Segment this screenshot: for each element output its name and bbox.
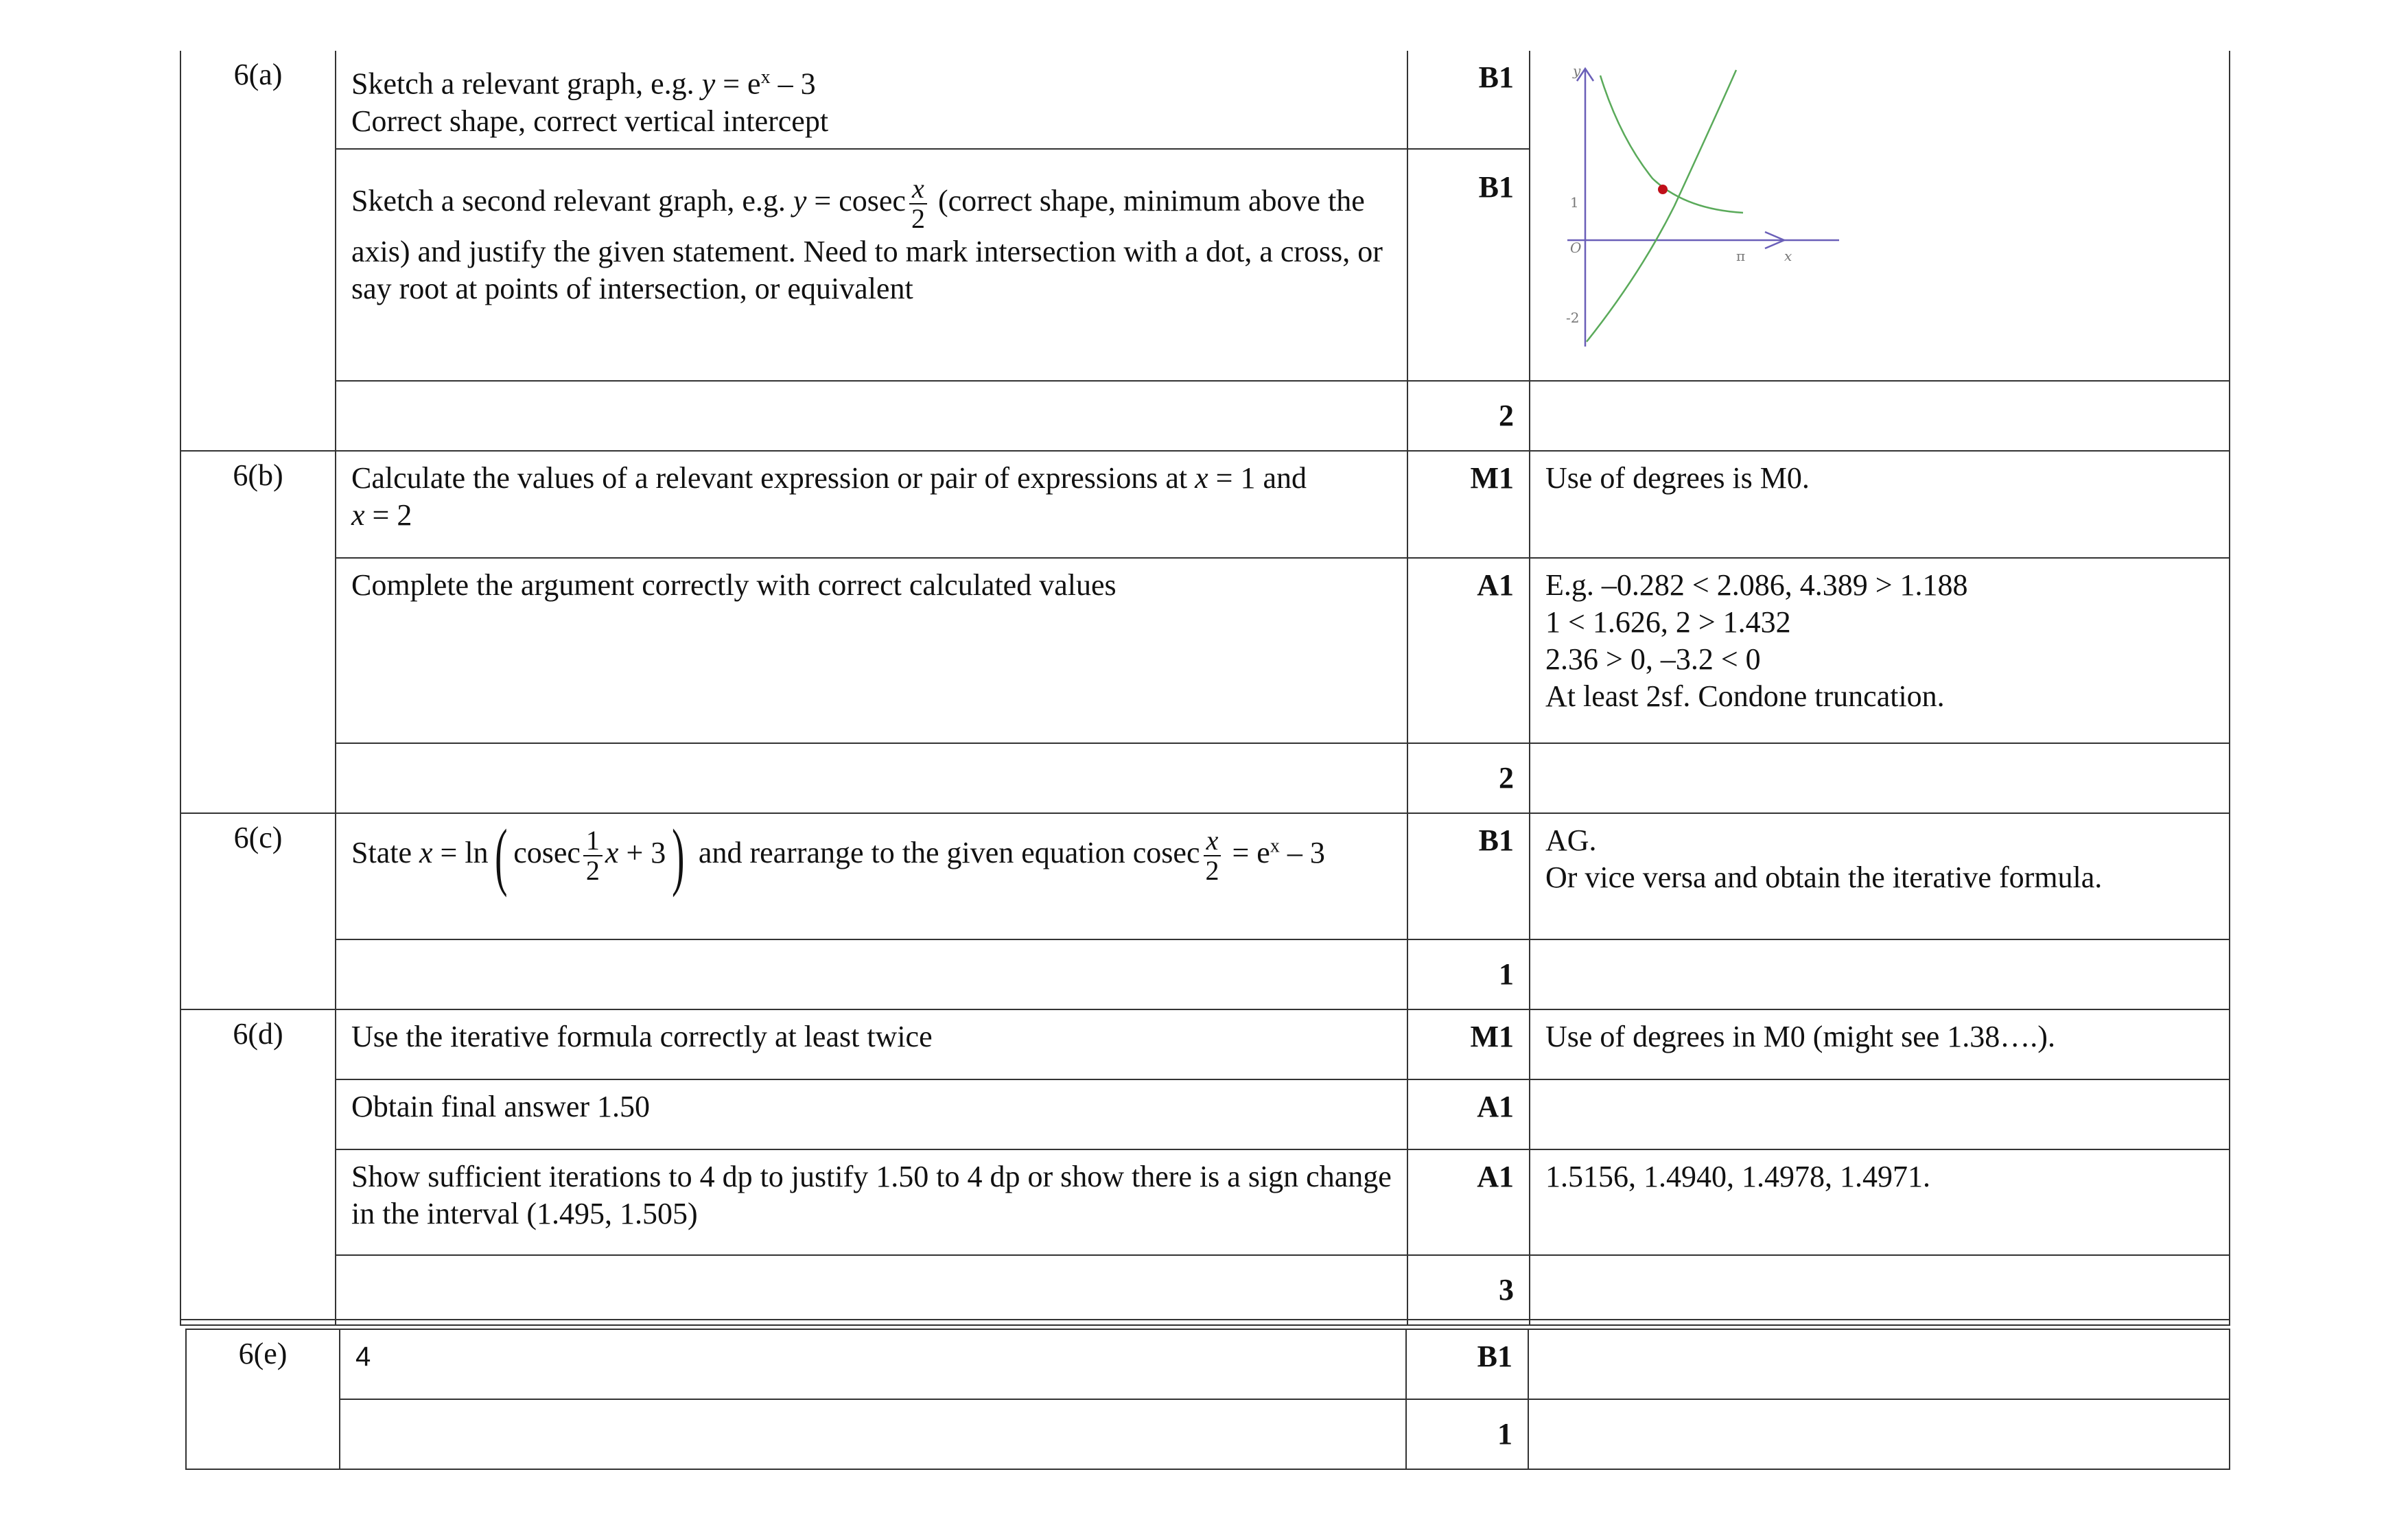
empty-cell <box>1530 939 2230 1009</box>
guidance-line: 1 < 1.626, 2 > 1.432 <box>1545 605 1791 639</box>
math-var: x <box>351 498 365 532</box>
guidance-line: AG. <box>1545 823 1597 857</box>
math-text: = 1 and <box>1208 460 1307 495</box>
total-mark: 3 <box>1407 1255 1530 1325</box>
mark-cell: B1 <box>1407 149 1530 381</box>
cosec-curve <box>1600 75 1743 213</box>
math-var: x <box>605 835 619 869</box>
empty-cell <box>1530 1255 2230 1325</box>
empty-cell <box>1530 743 2230 813</box>
empty-cell <box>1528 1399 2230 1469</box>
math-var: x <box>419 835 433 869</box>
answer-text: Calculate the values of a relevant expression or pair of expressions at <box>351 460 1195 495</box>
table-row <box>186 1329 2230 1399</box>
left-paren: ( <box>494 813 508 898</box>
fraction-numerator: x <box>909 174 927 204</box>
fraction-denominator: 2 <box>911 202 925 234</box>
math-sup: x <box>1270 835 1280 857</box>
answer-cell <box>336 451 1407 558</box>
mark-cell: A1 <box>1407 1149 1530 1255</box>
guidance-cell <box>1530 558 2230 743</box>
math-var: y <box>701 67 716 101</box>
mark-cell: B1 <box>1406 1329 1528 1399</box>
math-text: = e <box>1224 835 1270 869</box>
guidance-line: E.g. –0.282 < 2.086, 4.389 > 1.188 <box>1545 568 1968 602</box>
table-row <box>180 1149 2230 1255</box>
answer-cell <box>336 51 1407 149</box>
right-paren: ) <box>672 813 685 898</box>
fraction <box>1202 826 1221 885</box>
empty-cell <box>336 939 1407 1009</box>
guidance-cell: Use of degrees in M0 (might see 1.38….). <box>1530 1009 2230 1079</box>
guidance-cell <box>1530 813 2230 939</box>
mark-cell: A1 <box>1407 1079 1530 1149</box>
guidance-cell: Use of degrees is M0. <box>1530 451 2230 558</box>
guidance-cell <box>1530 1079 2230 1149</box>
total-mark: 1 <box>1406 1399 1528 1469</box>
math-var: x <box>1195 460 1208 495</box>
intersection-dot <box>1658 185 1668 194</box>
empty-cell <box>336 1255 1407 1325</box>
question-label: 6(b) <box>180 451 336 813</box>
math-text: cosec <box>513 835 581 869</box>
mark-cell: B1 <box>1407 51 1530 149</box>
tick-label-neg2: -2 <box>1566 309 1580 326</box>
mark-cell: M1 <box>1407 451 1530 558</box>
table-row <box>180 1255 2230 1325</box>
question-label: 6(a) <box>180 51 336 451</box>
mark-cell: A1 <box>1407 558 1530 743</box>
y-axis-label: y <box>1573 62 1581 79</box>
tick-label-1: 1 <box>1570 194 1579 211</box>
table-row <box>180 1079 2230 1149</box>
math-text: = 2 <box>364 498 412 532</box>
tick-label-pi: π <box>1736 248 1746 264</box>
table-row <box>180 381 2230 451</box>
guidance-cell <box>1530 51 2230 381</box>
answer-cell <box>336 149 1407 381</box>
answer-cell: Use the iterative formula correctly at least twice <box>336 1009 1407 1079</box>
math-sup: x <box>760 67 771 88</box>
question-label: 6(e) <box>186 1329 340 1469</box>
question-label: 6(c) <box>180 813 336 1009</box>
answer-text: (correct shape, minimum above the axis) and justify the given statement. Need to mark intersection with a dot, a cross, or say root at points of intersection, or equivalent <box>351 183 1383 305</box>
mark-cell: B1 <box>1407 813 1530 939</box>
guidance-cell <box>1528 1329 2230 1399</box>
empty-cell <box>336 743 1407 813</box>
mark-scheme-table <box>180 51 2230 1326</box>
fraction-denominator: 2 <box>1205 854 1219 886</box>
answer-cell: Show sufficient iterations to 4 dp to justify 1.50 to 4 dp or show there is a sign change in the interval (1.495, 1.505) <box>336 1149 1407 1255</box>
empty-cell <box>1530 381 2230 451</box>
exp-curve <box>1587 70 1736 342</box>
math-var: y <box>793 183 807 218</box>
empty-cell <box>340 1399 1406 1469</box>
guidance-line: Or vice versa and obtain the iterative formula. <box>1545 860 2103 894</box>
answer-text: and rearrange to the given equation cosec <box>690 835 1200 869</box>
math-text: = cosec <box>806 183 906 218</box>
mark-scheme-table-6e <box>185 1329 2230 1470</box>
table-row <box>180 558 2230 743</box>
math-text: – 3 <box>1279 835 1325 869</box>
math-text: + 3 <box>618 835 666 869</box>
answer-text: State <box>351 835 419 869</box>
table-row <box>180 813 2230 939</box>
guidance-cell: 1.5156, 1.4940, 1.4978, 1.4971. <box>1530 1149 2230 1255</box>
total-mark: 1 <box>1407 939 1530 1009</box>
fraction <box>583 826 603 885</box>
math-text: = ln <box>432 835 489 869</box>
origin-label: O <box>1570 239 1582 256</box>
math-text: = e <box>715 67 761 101</box>
fraction-numerator: 1 <box>583 826 603 856</box>
answer-text: Correct shape, correct vertical intercept <box>351 104 829 138</box>
table-row <box>180 939 2230 1009</box>
answer-text: Sketch a second relevant graph, e.g. <box>351 183 793 218</box>
fraction-numerator: x <box>1204 826 1221 856</box>
answer-text: Sketch a relevant graph, e.g. <box>351 67 702 101</box>
table-row <box>180 51 2230 149</box>
total-mark: 2 <box>1407 743 1530 813</box>
sketch-graph <box>1537 55 1853 357</box>
mark-cell: M1 <box>1407 1009 1530 1079</box>
fraction <box>909 174 928 233</box>
answer-cell: 4 <box>340 1329 1406 1399</box>
guidance-line: At least 2sf. Condone truncation. <box>1545 679 1945 713</box>
table-row <box>180 1009 2230 1079</box>
table-row <box>186 1399 2230 1469</box>
math-text: – 3 <box>770 67 816 101</box>
divider <box>180 1319 2229 1320</box>
x-axis-label: x <box>1784 248 1792 264</box>
table-row <box>180 451 2230 558</box>
fraction-denominator: 2 <box>585 854 600 886</box>
answer-cell: Obtain final answer 1.50 <box>336 1079 1407 1149</box>
empty-cell <box>336 381 1407 451</box>
question-label: 6(d) <box>180 1009 336 1325</box>
guidance-line: 2.36 > 0, –3.2 < 0 <box>1545 642 1761 676</box>
table-row <box>180 743 2230 813</box>
total-mark: 2 <box>1407 381 1530 451</box>
answer-cell <box>336 813 1407 939</box>
answer-cell: Complete the argument correctly with correct calculated values <box>336 558 1407 743</box>
